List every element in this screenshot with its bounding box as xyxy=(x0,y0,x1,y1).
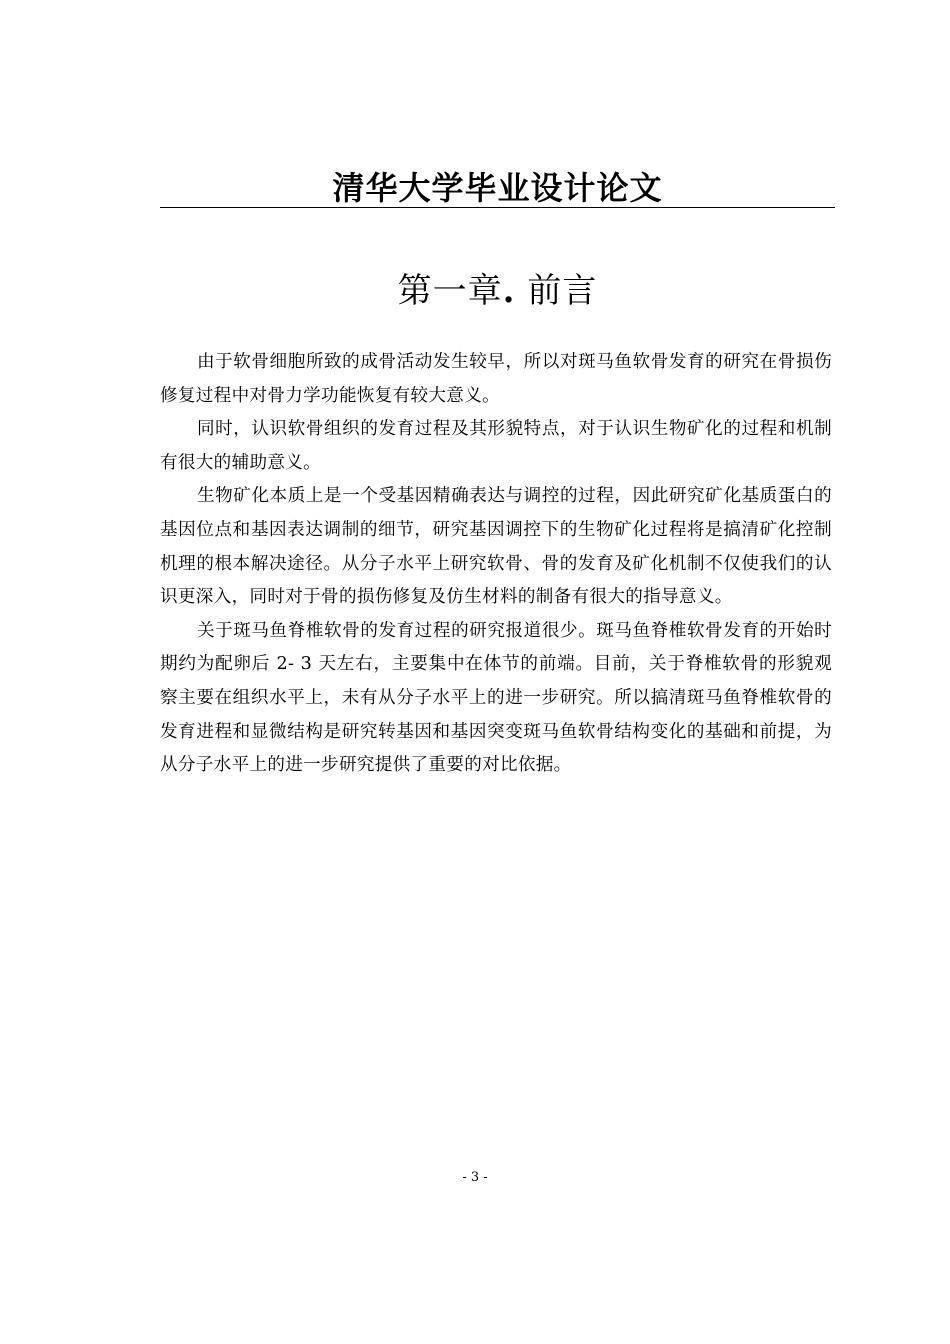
chapter-title-main: 第一章 xyxy=(397,271,503,311)
chapter-title xyxy=(160,266,835,316)
chapter-title-dot: . xyxy=(502,271,516,311)
header-rule xyxy=(160,207,835,208)
running-header-title: 清华大学毕业设计论文 xyxy=(332,169,663,207)
body-text xyxy=(160,346,832,783)
paragraph: 同时，认识软骨组织的发育过程及其形貌特点，对于认识生物矿化的过程和机制有很大的辅助意义。 xyxy=(160,419,832,473)
paragraph: 由于软骨细胞所致的成骨活动发生较早，所以对斑马鱼软骨发育的研究在骨损伤修复过程中对骨力学功能恢复有较大意义。 xyxy=(160,352,832,406)
page-number: - 3 - xyxy=(462,1170,488,1185)
chapter-title-rest: 前言 xyxy=(515,271,598,311)
paragraph: 生物矿化本质上是一个受基因精确表达与调控的过程，因此研究矿化基质蛋白的基因位点和基因表达调制的细节，研究基因调控下的生物矿化过程将是搞清矿化控制机理的根本解决途径。从分子水平上研究软骨、骨的发育及矿化机制不仅使我们的认识更深入，同时对于骨的损伤修复及仿生材料的制备有很大的指导意义。 xyxy=(160,486,832,608)
paragraph: 关于斑马鱼脊椎软骨的发育过程的研究报道很少。斑马鱼脊椎软骨发育的开始时期约为配卵后 2- 3 天左右，主要集中在体节的前端。目前，关于脊椎软骨的形貌观察主要在组织水平上，未有从分子水平上的进一步研究。所以搞清斑马鱼脊椎软骨的发育进程和显微结构是研究转基因和基因突变斑马鱼软骨结构变化的基础和前提，为从分子水平上的进一步研究提供了重要的对比依据。 xyxy=(160,620,832,776)
